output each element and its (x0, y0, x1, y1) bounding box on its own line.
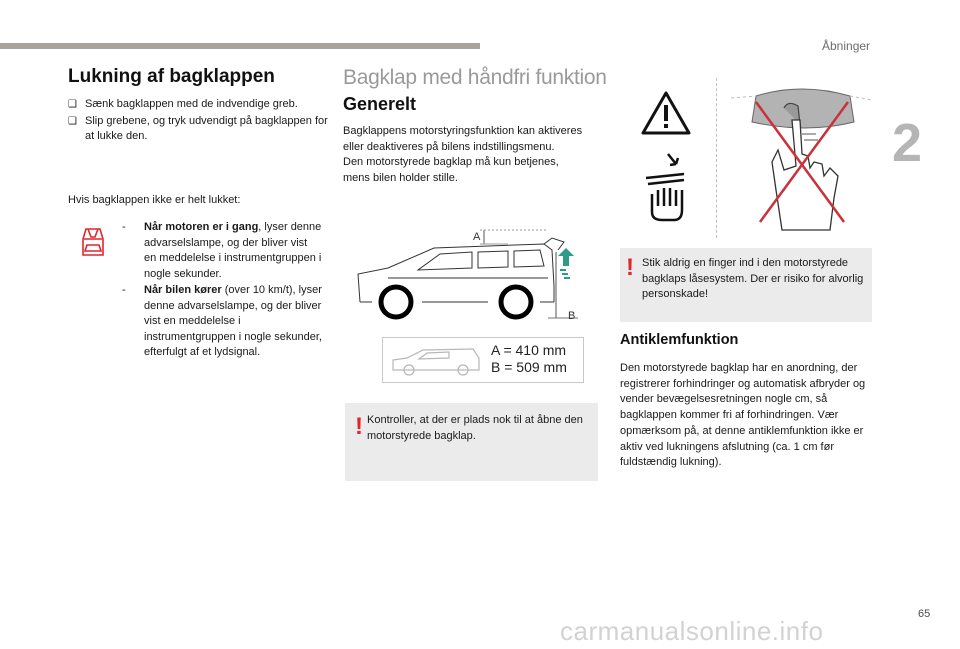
clearance-caution (345, 403, 598, 481)
condition-text: , lyser denne advarselslampe, og der bliver vist en meddelelse i instrumentgruppen i nogle sekunder. (144, 221, 322, 280)
watermark: carmanualsonline.info (560, 616, 824, 646)
car-outline-icon (389, 344, 485, 378)
diagram-label-a: A (473, 231, 481, 243)
caution-mark: ! (626, 254, 634, 281)
warning-condition (122, 220, 322, 282)
warning-triangle-icon (640, 90, 692, 136)
car-clearance-diagram (348, 222, 588, 326)
top-bar (0, 43, 480, 49)
condition-bold: Når bilen kører (144, 284, 222, 296)
general-text-2: Den motorstyrede bagklap må kun betjenes, mens bilen holder stille. (343, 156, 559, 184)
closing-step-text: Slip grebene, og tryk udvendigt på bagklappen for at lukke den. (85, 114, 328, 142)
page-number: 65 (918, 608, 931, 620)
tailgate-finger-prohibited-icon (726, 80, 876, 240)
closing-steps (68, 97, 328, 146)
closing-title: Lukning af bagklappen (68, 66, 275, 87)
caution-mark: ! (355, 413, 363, 440)
condition-dash: - (122, 284, 126, 296)
general-text-1: Bagklappens motorstyringsfunktion kan aktiveres eller deaktiveres på bilens indstillingsmenu. (343, 125, 583, 153)
hand-pinch-icon (640, 150, 692, 222)
handsfree-title: Bagklap med håndfri funktion (343, 66, 607, 89)
checkbox-marker-icon: ❑ (68, 115, 77, 127)
finger-caution-text: Stik aldrig en finger ind i den motorstyrede bagklaps låsesystem. Der er risiko for alvorlig personskade! (642, 257, 864, 300)
closing-step (68, 114, 328, 145)
condition-bold: Når motoren er i gang (144, 221, 259, 233)
closing-step (68, 97, 328, 113)
diagram-label-b: B (568, 310, 576, 322)
not-closed-note: Hvis bagklappen ikke er helt lukket: (68, 194, 241, 206)
general-title: Generelt (343, 94, 417, 114)
general-text (343, 124, 588, 186)
condition-text: (over 10 km/t), lyser denne advarselslampe, og der bliver vist en meddelelse i instrumentgruppen i nogle sekunder, efterfulgt af et lydsignal. (144, 284, 322, 358)
dimensions-box (382, 337, 584, 383)
column-divider (716, 78, 717, 238)
checkbox-marker-icon: ❑ (68, 99, 77, 110)
condition-dash: - (122, 221, 126, 233)
open-door-warning-icon (80, 225, 106, 259)
warning-conditions (122, 220, 322, 362)
antipinch-text: Den motorstyrede bagklap har en anordning, der registrerer forhindringer og automatisk afbryder og vender bevægelsesretningen nogle cm, så bagklappen kommer fri af forhindringen. Vær opmærksom på, at denne antiklemfunktion ikke er aktiv ved lukningens afslutning (ca. 1 cm før fuldstændig lukning). (620, 362, 866, 469)
antipinch-title: Antiklemfunktion (620, 332, 739, 348)
dimension-a: A = 410 mm (491, 342, 567, 358)
warning-condition (122, 283, 322, 361)
clearance-caution-text: Kontroller, at der er plads nok til at åbne den motorstyrede bagklap. (367, 414, 583, 442)
section-label: Åbninger (822, 39, 871, 53)
dimension-b: B = 509 mm (491, 359, 567, 375)
dimensions-text (491, 342, 567, 376)
closing-step-text: Sænk bagklappen med de indvendige greb. (85, 98, 298, 110)
chapter-number: 2 (892, 113, 923, 173)
finger-caution (620, 248, 872, 322)
